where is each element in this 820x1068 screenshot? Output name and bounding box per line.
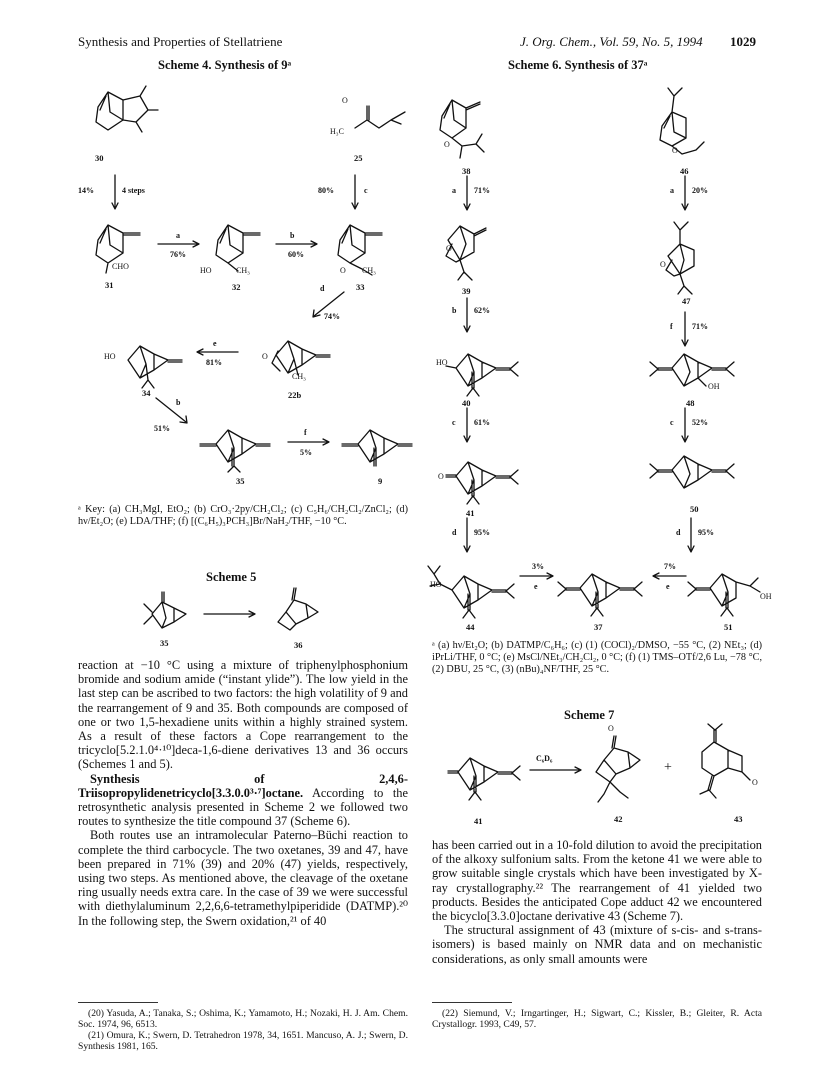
label-o-47: O [660, 260, 666, 269]
step-a: a [176, 231, 180, 240]
plus-sign: + [664, 760, 672, 775]
structure-9 [330, 412, 430, 476]
footnote-21: (21) Omura, K.; Swern, D. Tetrahedron 1978, 34, 1651. Mancuso, A. J.; Swern, D. Synthesis 1981, 165. [78, 1030, 408, 1052]
structure-41-s7 [434, 740, 530, 810]
step-f1: f [670, 322, 673, 331]
substituent-cho: CHO [112, 262, 129, 271]
label-o-39: O [446, 244, 452, 253]
compound-48: 48 [686, 398, 695, 408]
step-b1-s6: b [452, 306, 457, 315]
compound-33: 33 [356, 282, 365, 292]
step-b2-yield: 51% [154, 424, 170, 433]
step-label-25: c [364, 186, 368, 195]
step-e2: e [666, 582, 670, 591]
step-f1-yield: 71% [692, 322, 708, 331]
arrow-e [196, 348, 240, 356]
structure-34 [108, 330, 188, 390]
step-b2: b [176, 398, 181, 407]
substituent-ho-34: HO [104, 352, 116, 361]
page-number: 1029 [730, 34, 756, 49]
structure-40 [432, 338, 528, 398]
compound-36: 36 [294, 640, 303, 650]
step-e2-yield: 7% [664, 562, 676, 571]
scheme6-key: ᵃ (a) hν/Et₂O; (b) DATMP/C₆H₆; (c) (1) (COCl)₂/DMSO, −55 °C, (2) NEt₃; (d) iPrLi/THF, 0 °C; (e) MsCl/NEt₃/CH₂Cl₂, 0 °C; (f) (1) TMS–OTf/2,6 Lu, −78 °C, (2) DBU, 25 °C, (3) (nBu)₄NF/THF, 25 °C. [432, 640, 762, 675]
compound-9: 9 [378, 476, 383, 486]
arrow-a1 [464, 176, 470, 212]
label-o-46: O [672, 146, 678, 155]
step-b1-s6-yield: 62% [474, 306, 490, 315]
compound-25: 25 [354, 153, 363, 163]
arrow-b1 [276, 240, 320, 248]
step-d: d [320, 284, 325, 293]
left-para-1: reaction at −10 °C using a mixture of triphenylphosphonium bromide and sodium amide (“instant ylide”). The low yield in the last step can be ascribed to two factors: the high volatility of 9 and the rearrangement of 9 and 35. Both compounds are composed of one or two 1,5-hexadiene units within a highly strained system. As a result of these factors a Cope rearrangement to the tricyclo[5.2.1.0⁴·¹⁰]deca-1,6-diene derivatives 13 and 36 occurs (Schemes 1 and 5). [78, 658, 408, 772]
step-label-30: 4 steps [122, 186, 145, 195]
compound-37: 37 [594, 622, 603, 632]
label-oh-48: OH [708, 382, 720, 391]
left-para-3: Both routes use an intramolecular Paterno–Büchi reaction to complete the third carbocycle. The two oxetanes, 39 and 47, have been prepared in 71% (39) and 20% (47) yields, respectively, using two steps. As mentioned above, the cleavage of the oxetane ring usually needs extra care. In the case of 39 we were successful with diethylaluminum 2,2,6,6-tetramethylpiperidide (DATMP).²⁰ In the following step, the Swern oxidation,²¹ of 40 [78, 828, 408, 928]
structure-35 [188, 412, 288, 476]
label-o-38: O [444, 140, 450, 149]
structure-46 [648, 86, 718, 166]
compound-30: 30 [95, 153, 104, 163]
substituent-ch3-22b: CH₃ [292, 372, 306, 381]
step-d-yield: 74% [324, 312, 340, 321]
compound-40: 40 [462, 398, 471, 408]
substituent-o-33: O [340, 266, 346, 275]
step-d2-yield: 95% [698, 528, 714, 537]
left-body [78, 658, 408, 928]
step-b1-yield: 60% [288, 250, 304, 259]
step-c1: c [452, 418, 456, 427]
step-e-yield: 81% [206, 358, 222, 367]
step-a1-yield: 71% [474, 186, 490, 195]
compound-41: 41 [466, 508, 475, 518]
journal-citation: J. Org. Chem., Vol. 59, No. 5, 1994 [520, 34, 703, 49]
structure-37 [550, 556, 650, 620]
step-a1: a [452, 186, 456, 195]
section-heading: Synthesis of 2,4,6-Triisopropylidenetricyclo[3.3.0.0³·⁷]octane. [78, 771, 408, 800]
scheme4-title: Scheme 4. Synthesis of 9ᵃ [158, 58, 292, 72]
structure-38 [432, 86, 502, 166]
step-a-yield: 76% [170, 250, 186, 259]
arrow-d1 [464, 518, 470, 554]
compound-51: 51 [724, 622, 733, 632]
compound-42: 42 [614, 814, 623, 824]
structure-36 [268, 582, 328, 638]
right-body [432, 838, 762, 966]
arrow-c1 [464, 408, 470, 444]
structure-30 [88, 82, 168, 152]
structure-42 [584, 726, 654, 810]
right-para-2: The structural assignment of 43 (mixture of s-cis- and s-trans-isomers) is based mainly on NMR data and on mechanistic considerations, as only small amounts were [432, 923, 762, 966]
substituent-o: O [342, 96, 348, 105]
substituent-o-22b: O [262, 352, 268, 361]
arrow-c2 [682, 408, 688, 444]
structure-41 [432, 446, 528, 506]
arrow-down-30 [112, 175, 118, 211]
arrow-scheme5 [204, 610, 258, 618]
label-ho-44: HO [430, 580, 442, 589]
step-c2-yield: 52% [692, 418, 708, 427]
footnote-rule-right [432, 1002, 512, 1003]
arrow-scheme7 [530, 766, 584, 774]
arrow-down-25 [352, 175, 358, 211]
compound-46: 46 [680, 166, 689, 176]
substituent-h3c: H₃C [330, 127, 344, 136]
footnote-rule-left [78, 1002, 158, 1003]
structure-51 [682, 556, 778, 620]
arrow-d2 [688, 518, 694, 554]
compound-34: 34 [142, 388, 151, 398]
arrow-f [288, 438, 332, 446]
label-oh-51: OH [760, 592, 772, 601]
structure-35-scheme5 [138, 588, 198, 638]
scheme7-title: Scheme 7 [564, 708, 615, 722]
step-a2: a [670, 186, 674, 195]
arrow-a [158, 240, 202, 248]
compound-31: 31 [105, 280, 114, 290]
label-o-42: O [608, 724, 614, 733]
structure-47 [654, 216, 724, 296]
label-o-41: O [438, 472, 444, 481]
scheme4-key: ᵃ Key: (a) CH₃MgI, EtO₂; (b) CrO₃·2py/CH₂Cl₂; (c) C₅H₆/CH₂Cl₂/ZnCl₂; (d) hν/Et₂O; (e) LDA/THF; (f) [(C₆H₅)₃PCH₃]Br/NaH₂/THF, −10 °C. [78, 504, 408, 527]
substituent-ho-32: HO [200, 266, 212, 275]
substituent-ch3-33: CH₃ [362, 266, 376, 275]
step-d1-yield: 95% [474, 528, 490, 537]
label-o-43: O [752, 778, 758, 787]
compound-47: 47 [682, 296, 691, 306]
footnote-20: (20) Yasuda, A.; Tanaka, S.; Oshima, K.; Yamamoto, H.; Nozaki, H. J. Am. Chem. Soc. 1974, 96, 6513. [78, 1008, 408, 1030]
structure-50 [648, 446, 744, 496]
step-a2-yield: 20% [692, 186, 708, 195]
scheme7-reagent: C₆D₆ [536, 754, 553, 763]
arrow-b2 [152, 396, 192, 426]
footnotes-left [78, 1008, 408, 1052]
step-d1: d [452, 528, 457, 537]
footnotes-right [432, 1008, 762, 1030]
step-yield-25: 80% [318, 186, 334, 195]
compound-41-s7: 41 [474, 816, 483, 826]
structure-25 [335, 100, 415, 140]
running-head: Synthesis and Properties of Stellatriene [78, 34, 283, 49]
right-para-1: has been carried out in a 10-fold dilution to avoid the precipitation of the alkoxy sulfonium salts. From the ketone 41 we were able to grow suitable single crystals which have been investigated by X-ray crystallography.²² The rearrangement of 41 yielded two products. Besides the anticipated Cope adduct 42 we encountered the bicyclo[3.3.0]octane derivative 43 (Scheme 7). [432, 838, 762, 924]
footnote-22: (22) Siemund, V.; Irngartinger, H.; Sigwart, C.; Kissler, B.; Gleiter, R. Acta Crystallogr. 1993, C49, 57. [432, 1008, 762, 1030]
step-e1: e [534, 582, 538, 591]
structure-48 [648, 340, 744, 396]
left-para-2: According to the retrosynthetic analysis presented in Scheme 2 we followed two routes to synthesize the title compound 37 (Scheme 6). [78, 785, 408, 829]
label-ho-40: HO [436, 358, 448, 367]
step-e1-yield: 3% [532, 562, 544, 571]
compound-35: 35 [236, 476, 245, 486]
substituent-ch3-32: CH₃ [236, 266, 250, 275]
step-b1: b [290, 231, 295, 240]
compound-39: 39 [462, 286, 471, 296]
compound-35-s5: 35 [160, 638, 169, 648]
step-f: f [304, 428, 307, 437]
step-yield-30: 14% [78, 186, 94, 195]
scheme5-title: Scheme 5 [206, 570, 257, 584]
compound-38: 38 [462, 166, 471, 176]
step-f-yield: 5% [300, 448, 312, 457]
scheme6-title: Scheme 6. Synthesis of 37ᵃ [508, 58, 648, 72]
arrow-a2 [682, 176, 688, 212]
compound-32: 32 [232, 282, 241, 292]
arrow-b1-s6 [464, 298, 470, 334]
structure-43 [680, 722, 760, 812]
compound-22b: 22b [288, 390, 302, 400]
step-e: e [213, 339, 217, 348]
step-c1-yield: 61% [474, 418, 490, 427]
step-d2: d [676, 528, 681, 537]
compound-43: 43 [734, 814, 743, 824]
step-c2: c [670, 418, 674, 427]
compound-44: 44 [466, 622, 475, 632]
compound-50: 50 [690, 504, 699, 514]
